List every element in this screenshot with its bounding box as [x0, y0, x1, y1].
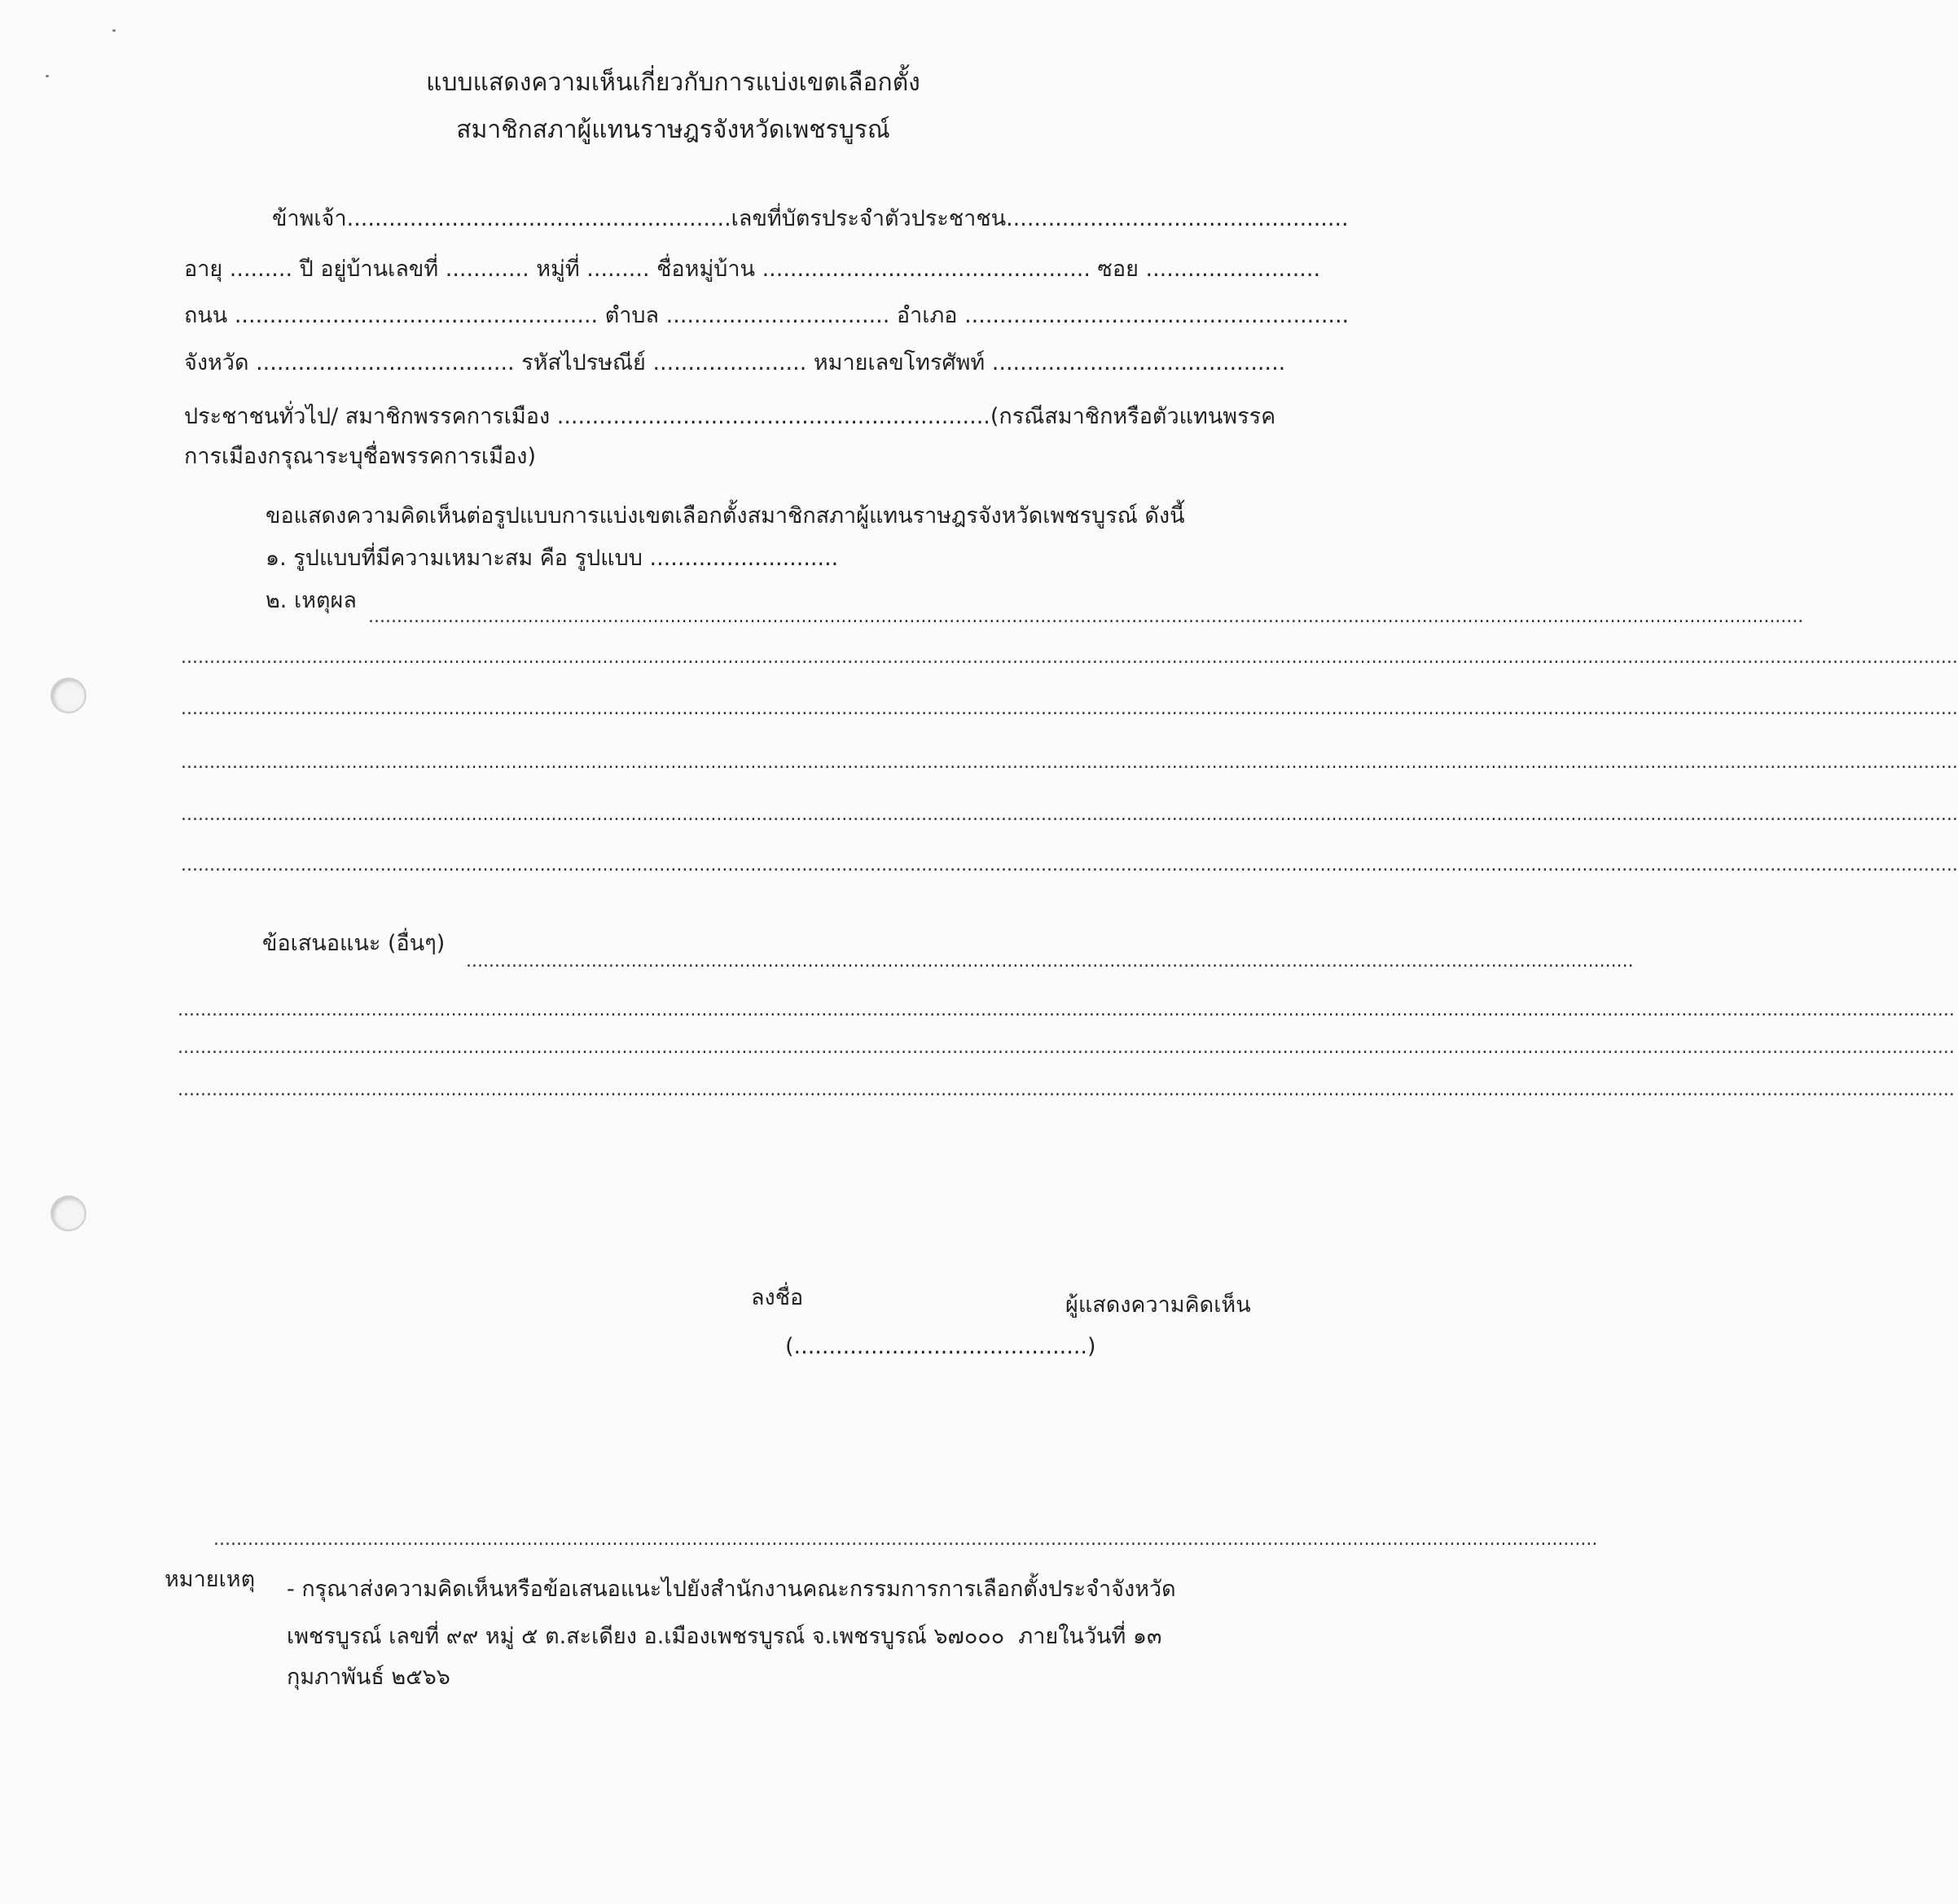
- sign-label: ลงชื่อ: [751, 1285, 804, 1310]
- scan-speck: [112, 29, 116, 32]
- reason-fill-line[interactable]: ........................................................................................................................................................................................................................................................................................................................: [181, 699, 1958, 719]
- note-line-3: กุมภาพันธ์ ๒๕๖๖: [287, 1665, 450, 1690]
- punch-hole-bottom: [50, 1195, 86, 1231]
- note-line-2: เพชรบูรณ์ เลขที่ ๙๙ หมู่ ๕ ต.สะเดียง อ.เมืองเพชรบูรณ์ จ.เพชรบูรณ์ ๖๗๐๐๐ ภายในวันที่ ๑๓: [287, 1624, 1162, 1649]
- reason-fill-line[interactable]: ........................................................................................................................................................................................................................................................................................................................: [181, 805, 1958, 825]
- form-title-line1: แบบแสดงความเห็นเกี่ยวกับการแบ่งเขตเลือกตั้ง: [426, 68, 920, 97]
- age-address-field-line[interactable]: อายุ ......... ปี อยู่บ้านเลขที่ ............ หมู่ที่ ......... ชื่อหมู่บ้าน ............................................... ซอย .........................: [184, 257, 1321, 282]
- province-postal-phone-field-line[interactable]: จังหวัด ..................................... รหัสไปรษณีย์ ...................... หมายเลขโทรศัพท์ ..........................................: [184, 350, 1286, 375]
- punch-hole-top: [50, 678, 86, 713]
- suggestion-fill-line[interactable]: ........................................................................................................................................................................................................................................................................................................................: [178, 1080, 1955, 1100]
- note-line-1: - กรุณาส่งความคิดเห็นหรือข้อเสนอแนะไปยังสำนักงานคณะกรรมการการเลือกตั้งประจำจังหวัด: [287, 1577, 1176, 1602]
- reason-label: ๒. เหตุผล: [266, 588, 357, 613]
- suggestion-label: ข้อเสนอแนะ (อื่นๆ): [262, 931, 446, 956]
- party-member-field-line[interactable]: ประชาชนทั่วไป/ สมาชิกพรรคการเมือง ..............................................................(กรณีสมาชิกหรือตัวแทนพรรค: [184, 404, 1276, 429]
- opinion-intro: ขอแสดงความคิดเห็นต่อรูปแบบการแบ่งเขตเลือกตั้งสมาชิกสภาผู้แทนราษฎรจังหวัดเพชรบูรณ์ ดังนี้: [266, 503, 1185, 529]
- name-id-field-line[interactable]: ข้าพเจ้า.......................................................เลขที่บัตรประจำตัวประชาชน.................................................: [272, 206, 1349, 231]
- footer-separator: ...................................................................................................................................................................................................................................................: [213, 1529, 1598, 1550]
- reason-fill-line[interactable]: ........................................................................................................................................................................................................................................................................................................................: [181, 752, 1958, 773]
- reason-fill-line[interactable]: ........................................................................................................................................................................................................................................................................................................................: [181, 855, 1958, 875]
- suggestion-fill-line[interactable]: .............................................................................................................................................................................................................: [466, 951, 1634, 972]
- reason-fill-line[interactable]: ........................................................................................................................................................................................................................................................................................................................: [181, 647, 1958, 668]
- reason-fill-line[interactable]: ............................................................................................................................................................................................................................................................: [368, 607, 1804, 627]
- road-subdistrict-field-line[interactable]: ถนน .................................................... ตำบล ................................ อำเภอ .......................................................: [184, 303, 1350, 328]
- signer-name-field[interactable]: (..........................................): [785, 1334, 1096, 1359]
- suggestion-fill-line[interactable]: ........................................................................................................................................................................................................................................................................................................................: [178, 1038, 1955, 1058]
- suggestion-fill-line[interactable]: ........................................................................................................................................................................................................................................................................................................................: [178, 1000, 1955, 1020]
- form-title-line2: สมาชิกสภาผู้แทนราษฎรจังหวัดเพชรบูรณ์: [456, 116, 890, 144]
- pattern-field-line[interactable]: ๑. รูปแบบที่มีความเหมาะสม คือ รูปแบบ ...........................: [266, 546, 839, 571]
- commenter-role-label: ผู้แสดงความคิดเห็น: [1065, 1292, 1251, 1318]
- party-member-note: การเมืองกรุณาระบุชื่อพรรคการเมือง): [184, 444, 537, 469]
- note-label: หมายเหตุ: [165, 1567, 256, 1592]
